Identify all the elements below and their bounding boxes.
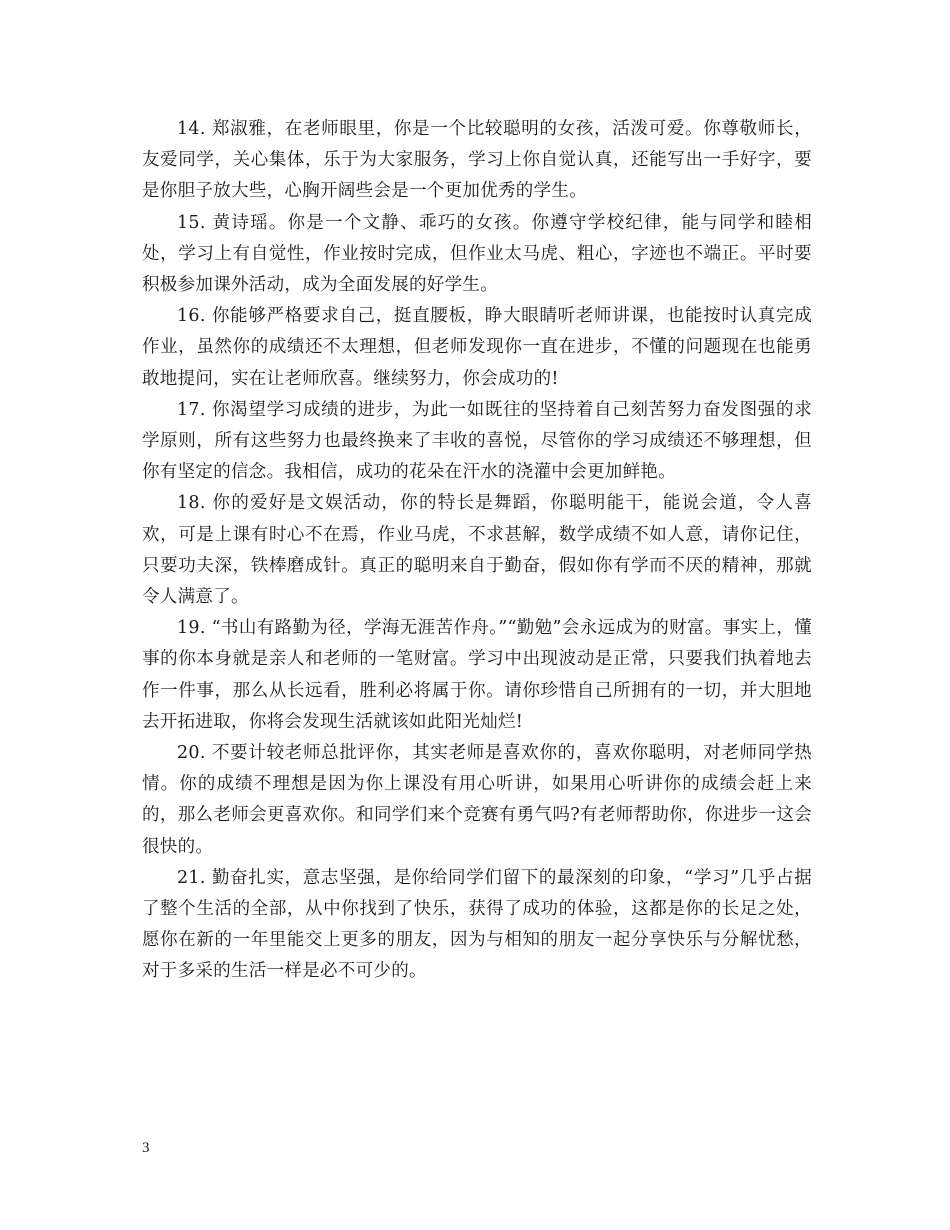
paragraph-18: 18. 你的爱好是文娱活动，你的特长是舞蹈，你聪明能干，能说会道，令人喜欢，可是上课有时心不在焉，作业马虎，不求甚解，数学成绩不如人意，请你记住，只要功夫深，铁棒磨成针。真正的聪明来自于勤奋，假如你有学而不厌的精神，那就令人满意了。 bbox=[142, 493, 812, 608]
document-body bbox=[142, 114, 812, 988]
paragraph-15: 15. 黄诗瑶。你是一个文静、乖巧的女孩。你遵守学校纪律，能与同学和睦相处，学习上有自觉性，作业按时完成，但作业太马虎、粗心，字迹也不端正。平时要积极参加课外活动，成为全面发展的好学生。 bbox=[142, 212, 812, 296]
paragraph-19: 19. “书山有路勤为径，学海无涯苦作舟。”“勤勉”会永远成为的财富。事实上，懂事的你本身就是亲人和老师的一笔财富。学习中出现波动是正常，只要我们执着地去作一件事，那么从长远看，胜利必将属于你。请你珍惜自己所拥有的一切，并大胆地去开拓进取，你将会发现生活就该如此阳光灿烂! bbox=[142, 618, 812, 732]
paragraph-16: 16. 你能够严格要求自己，挺直腰板，睁大眼睛听老师讲课，也能按时认真完成作业，虽然你的成绩还不太理想，但老师发现你一直在进步，不懂的问题现在也能勇敢地提问，实在让老师欣喜。继续努力，你会成功的! bbox=[142, 306, 812, 389]
paragraph-14: 14. 郑淑雅，在老师眼里，你是一个比较聪明的女孩，活泼可爱。你尊敬师长，友爱同学，关心集体，乐于为大家服务，学习上你自觉认真，还能写出一手好字，要是你胆子放大些，心胸开阔些会是一个更加优秀的学生。 bbox=[142, 119, 812, 202]
paragraph-17: 17. 你渴望学习成绩的进步，为此一如既往的坚持着自己刻苦努力奋发图强的求学原则，所有这些努力也最终换来了丰收的喜悦，尽管你的学习成绩还不够理想，但你有坚定的信念。我相信，成功的花朵在汗水的浇灌中会更加鲜艳。 bbox=[142, 399, 812, 483]
paragraph-20: 20. 不要计较老师总批评你，其实老师是喜欢你的，喜欢你聪明，对老师同学热情。你的成绩不理想是因为你上课没有用心听讲，如果用心听讲你的成绩会赶上来的，那么老师会更喜欢你。和同学们来个竞赛有勇气吗?有老师帮助你，你进步一这会很快的。 bbox=[142, 743, 812, 857]
page-number: 3 bbox=[142, 1140, 150, 1156]
paragraph-21: 21. 勤奋扎实，意志坚强，是你给同学们留下的最深刻的印象，“学习”几乎占据了整个生活的全部，从中你找到了快乐，获得了成功的体验，这都是你的长足之处，愿你在新的一年里能交上更多的朋友，因为与相知的朋友一起分享快乐与分解忧愁，对于多采的生活一样是必不可少的。 bbox=[142, 867, 812, 982]
